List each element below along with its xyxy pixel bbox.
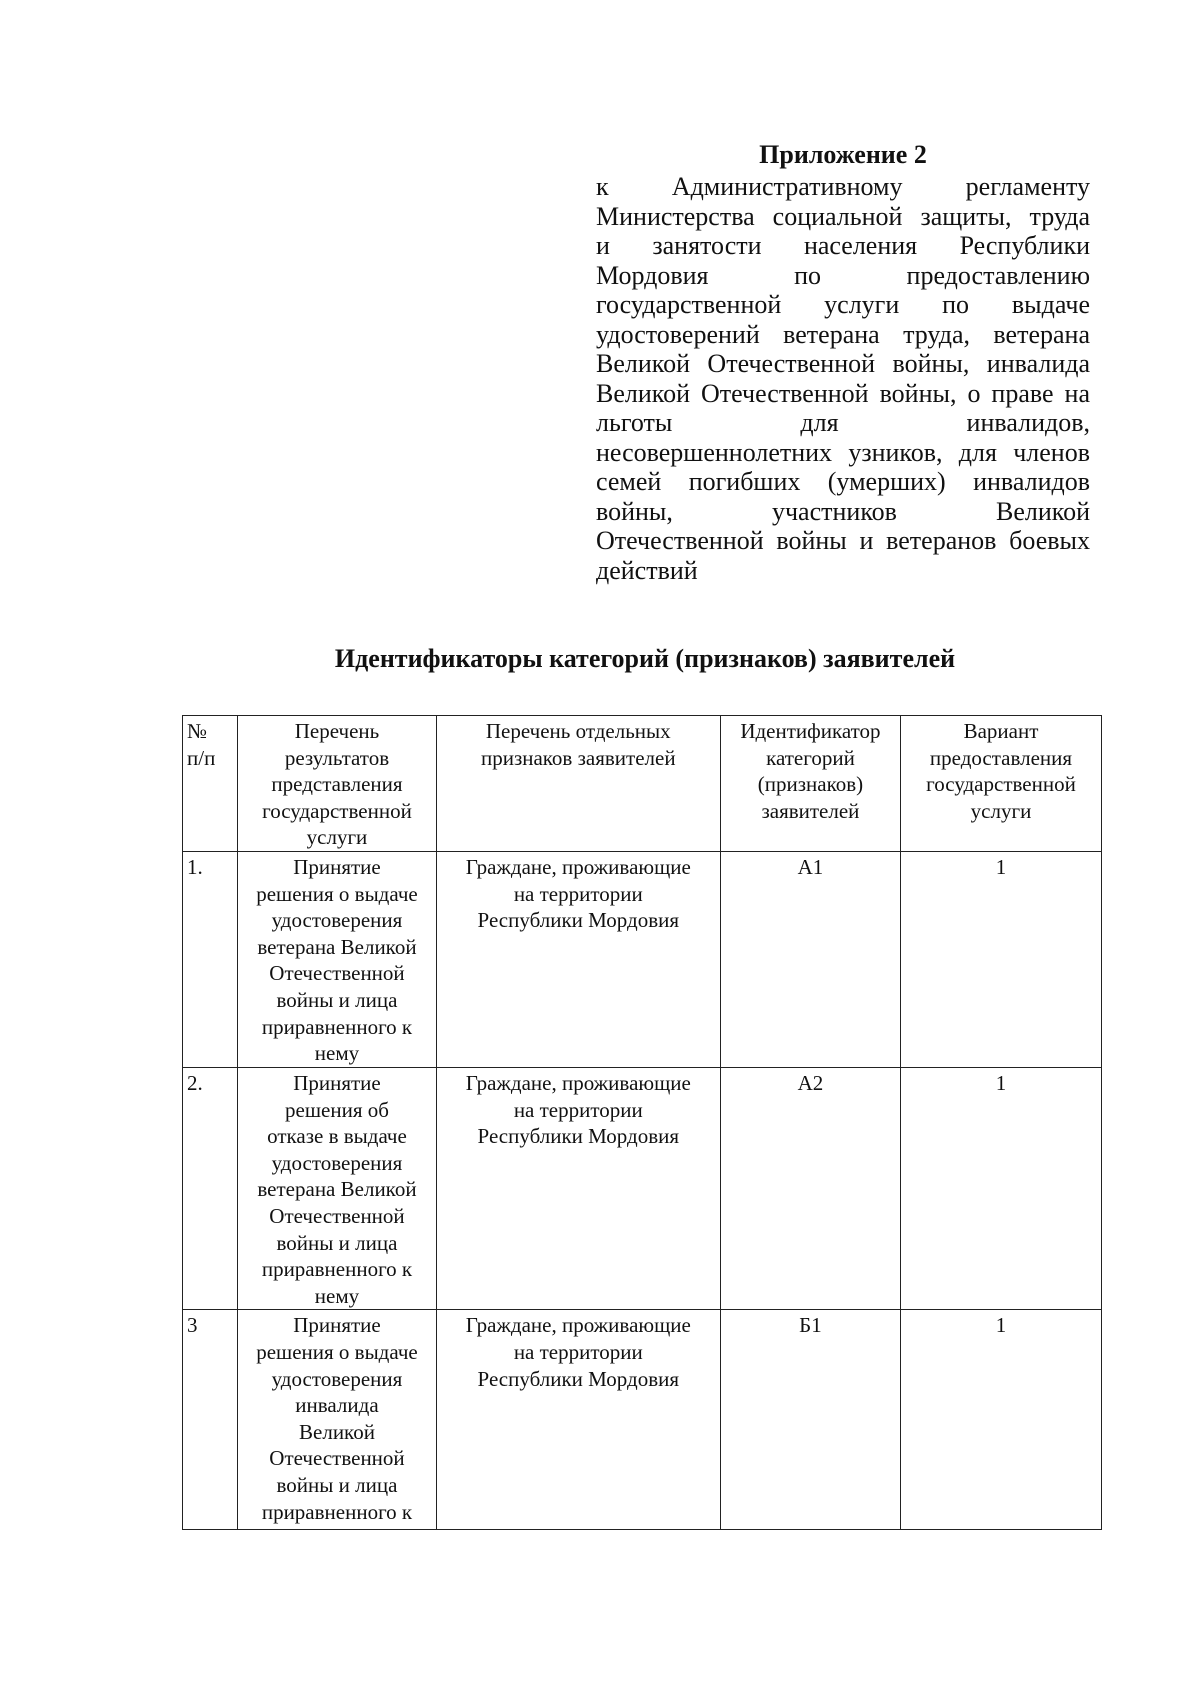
- header-results-line: Перечень: [294, 719, 380, 743]
- row-results: [238, 852, 436, 1068]
- row-results-line: Принятие: [293, 1071, 381, 1095]
- header-variant-line: предоставления: [929, 745, 1073, 770]
- appendix-line: войны, участников Великой: [596, 496, 1090, 526]
- row-results-line: Отечественной: [269, 961, 405, 986]
- applicant-categories-table: [182, 715, 1102, 1530]
- row-results-line: решения об: [285, 1097, 389, 1122]
- header-results-line: услуги: [306, 825, 368, 850]
- appendix-line: Мордовия по предоставлению: [596, 260, 1090, 290]
- row-signs-line: на территории: [513, 1339, 643, 1364]
- header-num: [183, 716, 238, 852]
- row-results-line: войны и лица: [276, 1472, 398, 1497]
- row-signs-line: на территории: [513, 881, 643, 906]
- appendix-line: Великой Отечественной войны, о праве на: [596, 378, 1090, 408]
- row-results-line: ветерана Великой: [257, 934, 417, 959]
- table-row: [183, 1310, 1102, 1530]
- row-variant: 1: [900, 1068, 1101, 1310]
- row-results-line: Великой: [299, 1419, 375, 1444]
- row-signs-line: Граждане, проживающие: [465, 855, 691, 879]
- row-results-line: удостоверения: [271, 1150, 403, 1175]
- appendix-heading: Приложение 2: [759, 140, 927, 169]
- appendix-line: льготы для инвалидов,: [596, 408, 1090, 437]
- appendix-body: [596, 172, 1090, 585]
- row-results-line: Отечественной: [269, 1446, 405, 1471]
- header-signs-line: Перечень отдельных: [485, 719, 671, 743]
- row-results-line: Принятие: [293, 855, 381, 879]
- header-variant: [900, 716, 1101, 852]
- appendix-line: к Административному регламенту: [596, 172, 1090, 201]
- row-signs-line: Граждане, проживающие: [465, 1313, 691, 1338]
- row-num: 3: [183, 1310, 238, 1530]
- header-results-line: представления: [271, 772, 403, 797]
- row-signs: [436, 1068, 720, 1310]
- row-signs-line: Республики Мордовия: [477, 908, 680, 933]
- row-results-line: нему: [314, 1283, 360, 1308]
- row-results-line: приравненного к: [261, 1257, 413, 1282]
- header-results-line: результатов: [284, 745, 390, 770]
- row-identifier: Б1: [720, 1310, 900, 1530]
- row-num: 1.: [183, 852, 238, 1068]
- header-results: [238, 716, 436, 852]
- appendix-line: Отечественной войны и ветеранов боевых: [596, 526, 1090, 555]
- table-row: [183, 852, 1102, 1068]
- row-identifier: А1: [720, 852, 900, 1068]
- header-signs-line: признаков заявителей: [480, 745, 676, 770]
- header-identifier: [720, 716, 900, 852]
- row-signs: [436, 1310, 720, 1530]
- row-results-line: решения о выдаче: [256, 1339, 418, 1364]
- row-results-line: Принятие: [293, 1313, 381, 1338]
- header-identifier-line: Идентификатор: [740, 719, 881, 743]
- row-num: 2.: [183, 1068, 238, 1310]
- table-row: [183, 1068, 1102, 1310]
- row-results-line: приравненного к: [261, 1499, 413, 1524]
- header-num-line: №: [187, 719, 208, 743]
- row-results-line: удостоверения: [271, 908, 403, 933]
- row-signs-line: Республики Мордовия: [477, 1366, 680, 1391]
- appendix-line: Министерства социальной защиты, труда: [596, 201, 1090, 231]
- table-header-row: [183, 716, 1102, 852]
- row-results-line: приравненного к: [261, 1014, 413, 1039]
- row-results-line: решения о выдаче: [256, 881, 418, 906]
- row-signs-line: Республики Мордовия: [477, 1124, 680, 1149]
- row-results: [238, 1068, 436, 1310]
- row-variant: 1: [900, 1310, 1101, 1530]
- header-variant-line: Вариант: [963, 719, 1039, 743]
- row-results-line: отказе в выдаче: [267, 1124, 407, 1149]
- row-results-line: удостоверения: [271, 1366, 403, 1391]
- appendix-line: действий: [596, 555, 698, 585]
- header-variant-line: услуги: [970, 798, 1032, 823]
- header-results-line: государственной: [262, 798, 412, 823]
- appendix-line: и занятости населения Республики: [596, 231, 1090, 260]
- appendix-line: государственной услуги по выдаче: [596, 290, 1090, 319]
- row-signs: [436, 852, 720, 1068]
- header-identifier-line: категорий: [766, 745, 855, 770]
- appendix-line: семей погибших (умерших) инвалидов: [596, 467, 1090, 496]
- header-variant-line: государственной: [926, 772, 1076, 797]
- row-results-line: Отечественной: [269, 1203, 405, 1228]
- appendix-line: несовершеннолетних узников, для членов: [596, 437, 1090, 467]
- row-results-line: инвалида: [295, 1393, 379, 1418]
- row-identifier: А2: [720, 1068, 900, 1310]
- appendix-line: удостоверений ветерана труда, ветерана: [596, 319, 1090, 349]
- row-results-line: войны и лица: [276, 987, 398, 1012]
- row-results-line: ветерана Великой: [257, 1177, 417, 1202]
- appendix-block: [596, 138, 1090, 585]
- appendix-line: Великой Отечественной войны, инвалида: [596, 349, 1090, 378]
- row-signs-line: на территории: [513, 1097, 643, 1122]
- header-identifier-line: заявителей: [761, 798, 860, 823]
- row-results-line: нему: [314, 1041, 360, 1066]
- header-num-line: п/п: [187, 745, 216, 770]
- row-variant: 1: [900, 852, 1101, 1068]
- row-results-line: войны и лица: [276, 1230, 398, 1255]
- row-results: [238, 1310, 436, 1530]
- row-signs-line: Граждане, проживающие: [465, 1071, 691, 1095]
- header-identifier-line: (признаков): [757, 772, 864, 797]
- header-signs: [436, 716, 720, 852]
- document-title: Идентификаторы категорий (признаков) заявителей: [334, 644, 956, 673]
